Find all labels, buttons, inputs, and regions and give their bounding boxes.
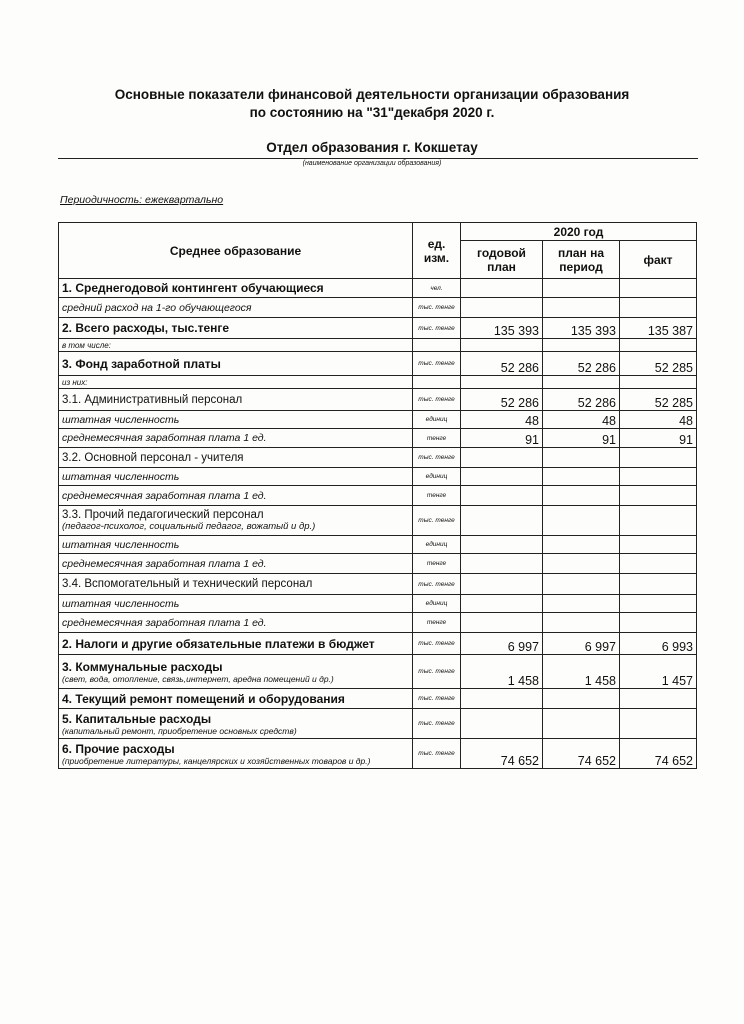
row-label-cell xyxy=(59,318,413,339)
table-row xyxy=(59,655,697,689)
row-unit: тыс. тенге xyxy=(413,655,461,689)
fact-value xyxy=(620,468,697,486)
header-annual-plan: годовой план xyxy=(461,241,543,279)
fact-value: 52 285 xyxy=(620,352,697,376)
row-unit: тыс. тенге xyxy=(413,389,461,411)
table-row xyxy=(59,448,697,468)
annual-plan-value: 48 xyxy=(461,411,543,429)
fact-value xyxy=(620,486,697,506)
fact-value xyxy=(620,536,697,554)
table-row xyxy=(59,352,697,376)
fact-value xyxy=(620,595,697,613)
row-unit: тенге xyxy=(413,429,461,448)
annual-plan-value: 135 393 xyxy=(461,318,543,339)
row-sublabel: (капитальный ремонт, приобретение основных средств) xyxy=(62,725,297,736)
row-label-cell xyxy=(59,633,413,655)
header-unit: ед. изм. xyxy=(413,223,461,279)
annual-plan-value: 52 286 xyxy=(461,389,543,411)
row-label: 3. Коммунальные расходы xyxy=(62,659,223,674)
annual-plan-value xyxy=(461,339,543,352)
row-unit: тыс. тенге xyxy=(413,709,461,739)
plan-period-value xyxy=(543,709,620,739)
title-line-1: Основные показатели финансовой деятельности организации образования xyxy=(114,87,630,102)
row-label: 3.1. Административный персонал xyxy=(62,393,243,406)
fact-value: 1 457 xyxy=(620,655,697,689)
fact-value xyxy=(620,376,697,389)
plan-period-value xyxy=(543,298,620,318)
row-label-cell xyxy=(59,574,413,595)
row-unit xyxy=(413,376,461,389)
fact-value xyxy=(620,709,697,739)
row-label: 6. Прочие расходы xyxy=(62,741,175,756)
table-row xyxy=(59,633,697,655)
table-row xyxy=(59,376,697,389)
plan-period-value: 48 xyxy=(543,411,620,429)
row-unit: тенге xyxy=(413,613,461,633)
table-row xyxy=(59,554,697,574)
document-title xyxy=(0,86,744,122)
plan-period-value xyxy=(543,339,620,352)
organization-name: Отдел образования г. Кокшетау xyxy=(266,140,478,155)
table-row xyxy=(59,279,697,298)
row-label-cell xyxy=(59,486,413,506)
row-unit: тыс. тенге xyxy=(413,689,461,709)
fact-value xyxy=(620,506,697,536)
table-row xyxy=(59,389,697,411)
annual-plan-value xyxy=(461,486,543,506)
annual-plan-value xyxy=(461,709,543,739)
plan-period-value: 74 652 xyxy=(543,739,620,769)
plan-period-value: 135 393 xyxy=(543,318,620,339)
row-label: 3.3. Прочий педагогический персонал xyxy=(62,509,264,521)
row-label: среднемесячная заработная плата 1 ед. xyxy=(62,489,267,502)
table-row xyxy=(59,613,697,633)
table-row xyxy=(59,411,697,429)
row-label: 2. Всего расходы, тыс.тенге xyxy=(62,321,230,335)
annual-plan-value: 6 997 xyxy=(461,633,543,655)
fact-value xyxy=(620,574,697,595)
fact-value xyxy=(620,448,697,468)
table-row xyxy=(59,506,697,536)
fact-value: 91 xyxy=(620,429,697,448)
annual-plan-value: 52 286 xyxy=(461,352,543,376)
row-label: штатная численность xyxy=(62,597,180,610)
row-label-cell xyxy=(59,536,413,554)
fact-value: 6 993 xyxy=(620,633,697,655)
plan-period-value xyxy=(543,536,620,554)
row-label-cell xyxy=(59,595,413,613)
fact-value: 52 285 xyxy=(620,389,697,411)
table-row xyxy=(59,709,697,739)
plan-period-value xyxy=(543,448,620,468)
row-unit: тыс. тенге xyxy=(413,574,461,595)
plan-period-value xyxy=(543,376,620,389)
row-unit: единиц xyxy=(413,411,461,429)
plan-period-value xyxy=(543,595,620,613)
header-fact: факт xyxy=(620,241,697,279)
row-unit: единиц xyxy=(413,536,461,554)
row-label-cell xyxy=(59,429,413,448)
plan-period-value: 91 xyxy=(543,429,620,448)
row-sublabel: (приобретение литературы, канцелярских и хозяйственных товаров и др.) xyxy=(62,755,371,766)
fact-value: 74 652 xyxy=(620,739,697,769)
annual-plan-value xyxy=(461,536,543,554)
row-label: 5. Капитальные расходы xyxy=(62,711,212,726)
fact-value xyxy=(620,689,697,709)
fact-value xyxy=(620,613,697,633)
row-label: 1. Среднегодовой контингент обучающиеся xyxy=(62,281,324,295)
table-row xyxy=(59,468,697,486)
row-label-cell xyxy=(59,709,413,739)
row-label: из них: xyxy=(62,377,88,387)
plan-period-value: 6 997 xyxy=(543,633,620,655)
row-label-cell xyxy=(59,298,413,318)
row-label-cell xyxy=(59,339,413,352)
row-label: штатная численность xyxy=(62,470,180,483)
row-label-cell xyxy=(59,352,413,376)
row-label-cell xyxy=(59,411,413,429)
row-unit: тенге xyxy=(413,554,461,574)
fact-value xyxy=(620,339,697,352)
table-row xyxy=(59,486,697,506)
table-row xyxy=(59,595,697,613)
row-label: 2. Налоги и другие обязательные платежи в бюджет xyxy=(62,636,375,651)
row-label-cell xyxy=(59,468,413,486)
table-row xyxy=(59,429,697,448)
row-label-cell xyxy=(59,376,413,389)
financial-table xyxy=(58,222,697,769)
row-label: 4. Текущий ремонт помещений и оборудования xyxy=(62,691,345,706)
row-unit: чел. xyxy=(413,279,461,298)
row-label: среднемесячная заработная плата 1 ед. xyxy=(62,557,267,570)
row-unit xyxy=(413,339,461,352)
annual-plan-value: 91 xyxy=(461,429,543,448)
annual-plan-value xyxy=(461,613,543,633)
fact-value: 135 387 xyxy=(620,318,697,339)
row-label: штатная численность xyxy=(62,538,180,551)
row-unit: тыс. тенге xyxy=(413,352,461,376)
row-label: 3.2. Основной персонал - учителя xyxy=(62,451,244,464)
plan-period-value xyxy=(543,689,620,709)
row-label: среднемесячная заработная плата 1 ед. xyxy=(62,616,267,629)
fact-value xyxy=(620,554,697,574)
row-unit: тыс. тенге xyxy=(413,318,461,339)
row-unit: тыс. тенге xyxy=(413,298,461,318)
fact-value: 48 xyxy=(620,411,697,429)
annual-plan-value xyxy=(461,574,543,595)
annual-plan-value: 1 458 xyxy=(461,655,543,689)
header-plan-period: план на период xyxy=(543,241,620,279)
title-line-2: по состоянию на "31"декабря 2020 г. xyxy=(249,105,495,120)
plan-period-value xyxy=(543,554,620,574)
annual-plan-value xyxy=(461,506,543,536)
row-label: среднемесячная заработная плата 1 ед. xyxy=(62,432,267,444)
row-label: штатная численность xyxy=(62,413,180,426)
fact-value xyxy=(620,279,697,298)
row-unit: единиц xyxy=(413,595,461,613)
row-label-cell xyxy=(59,613,413,633)
row-sublabel: (свет, вода, отопление, связь,интернет, аредна помещений и др.) xyxy=(62,673,334,684)
annual-plan-value xyxy=(461,376,543,389)
row-label-cell xyxy=(59,655,413,689)
row-unit: тыс. тенге xyxy=(413,633,461,655)
annual-plan-value xyxy=(461,595,543,613)
plan-period-value xyxy=(543,279,620,298)
table-row xyxy=(59,574,697,595)
row-unit: единиц xyxy=(413,468,461,486)
annual-plan-value xyxy=(461,298,543,318)
table-row xyxy=(59,339,697,352)
fact-value xyxy=(620,298,697,318)
header-section: Среднее образование xyxy=(59,223,413,279)
table-row xyxy=(59,318,697,339)
annual-plan-value: 74 652 xyxy=(461,739,543,769)
row-label: в том числе: xyxy=(62,340,111,350)
organization-caption: (наименование организации образования) xyxy=(302,160,442,167)
row-label-cell xyxy=(59,389,413,411)
row-unit: тенге xyxy=(413,486,461,506)
annual-plan-value xyxy=(461,468,543,486)
table-row xyxy=(59,536,697,554)
periodicity: Периодичность: ежеквартально xyxy=(60,194,224,206)
row-sublabel: (педагог-психолог, социальный педагог, вожатый и др.) xyxy=(62,521,316,532)
row-label-cell xyxy=(59,554,413,574)
organization-underline xyxy=(58,158,698,159)
row-label: средний расход на 1-го обучающегося xyxy=(62,301,252,314)
table-row xyxy=(59,739,697,769)
header-year: 2020 год xyxy=(461,223,697,241)
row-label: 3.4. Вспомогательный и технический персонал xyxy=(62,578,313,590)
table-row xyxy=(59,689,697,709)
annual-plan-value xyxy=(461,279,543,298)
plan-period-value: 52 286 xyxy=(543,389,620,411)
row-label-cell xyxy=(59,689,413,709)
row-label-cell xyxy=(59,448,413,468)
plan-period-value: 52 286 xyxy=(543,352,620,376)
table-body xyxy=(59,279,697,769)
plan-period-value xyxy=(543,506,620,536)
row-label-cell xyxy=(59,506,413,536)
plan-period-value xyxy=(543,486,620,506)
row-label-cell xyxy=(59,279,413,298)
plan-period-value xyxy=(543,613,620,633)
row-unit: тыс. тенге xyxy=(413,448,461,468)
table-row xyxy=(59,298,697,318)
row-label-cell xyxy=(59,739,413,769)
plan-period-value xyxy=(543,574,620,595)
row-unit: тыс. тенге xyxy=(413,739,461,769)
annual-plan-value xyxy=(461,689,543,709)
row-label: 3. Фонд заработной платы xyxy=(62,356,221,371)
annual-plan-value xyxy=(461,554,543,574)
plan-period-value xyxy=(543,468,620,486)
annual-plan-value xyxy=(461,448,543,468)
plan-period-value: 1 458 xyxy=(543,655,620,689)
row-unit: тыс. тенге xyxy=(413,506,461,536)
